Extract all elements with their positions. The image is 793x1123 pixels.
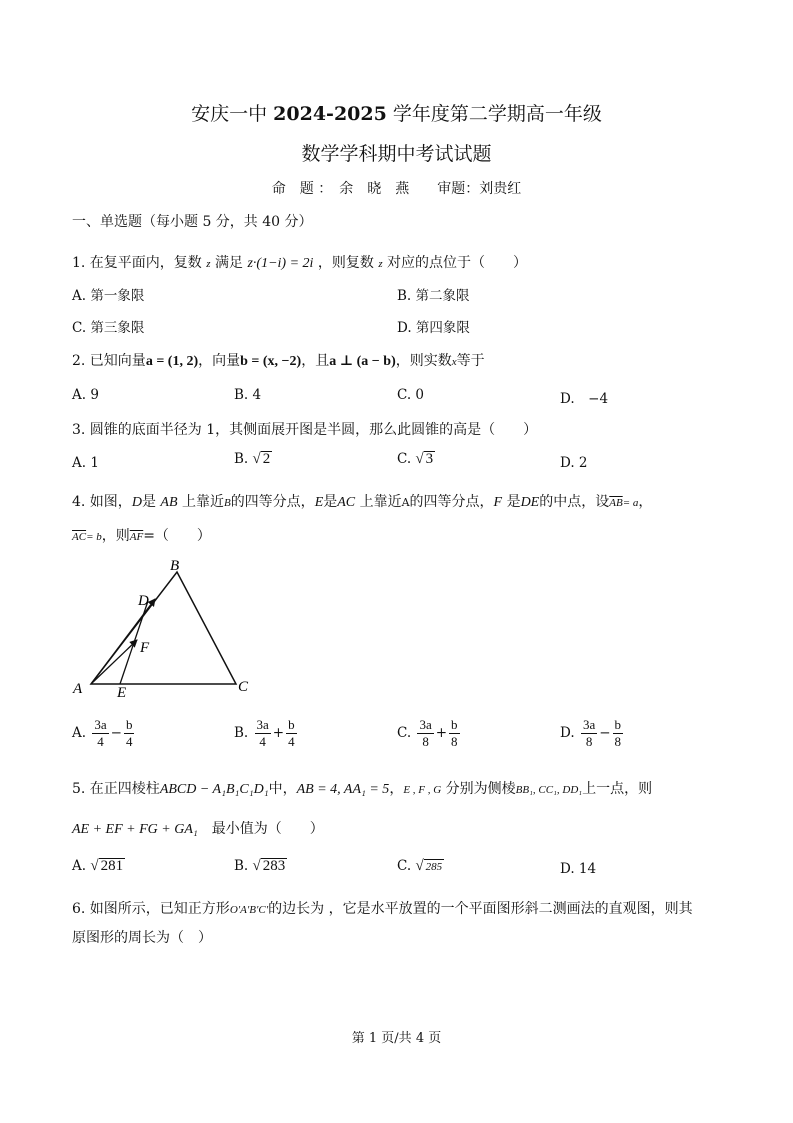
vector-af	[91, 640, 137, 684]
q1-option-c[interactable]: C. 第三象限	[72, 320, 145, 336]
q3-option-b[interactable]: B. √ 2	[234, 451, 271, 467]
label-f: F	[140, 640, 150, 656]
exam-subtitle: 数学学科期中考试试题	[301, 143, 492, 165]
question-4-line2: $\overline{AC}= b$，则$\overline{AF}=$（ ）	[72, 528, 211, 544]
triangle-figure	[70, 555, 270, 700]
q2-vector-b: b = (x, −2)	[240, 354, 302, 369]
q2-option-c[interactable]: C. 0	[397, 387, 425, 403]
label-b: B	[170, 558, 180, 574]
label-e: E	[117, 685, 127, 700]
q6-square: O′A′B′C′	[229, 904, 269, 916]
q4-option-b[interactable]: B. $\frac{3a}{4}$ + $\frac{b}{4}$	[234, 717, 295, 749]
triangle-abc	[91, 572, 236, 684]
q5-option-d[interactable]: D. 14	[560, 861, 597, 877]
q5-option-a[interactable]: A. √ 281	[72, 858, 124, 874]
q2-option-d[interactable]: D. −4	[560, 391, 609, 407]
question-2: 2. 已知向量a = (1, 2)，向量b = (x, −2)，且a ⊥ (a − b)，则实数x等于	[72, 353, 485, 369]
question-6-line2: 原图形的周长为（ ）	[72, 930, 212, 946]
label-c: C	[238, 679, 249, 695]
q3-option-a[interactable]: A. 1	[72, 455, 99, 471]
q3-option-c[interactable]: C. √ 3	[397, 451, 434, 467]
q1-formula: z·(1−i) = 2i	[247, 256, 314, 271]
label-a: A	[73, 681, 83, 697]
q2-vector-a: a = (1, 2)	[145, 354, 199, 369]
q4-option-a[interactable]: A. $\frac{3a}{4}$ − $\frac{b}{4}$	[72, 717, 133, 749]
section-heading: 一、单选题（每小题 5 分，共 40 分）	[72, 214, 313, 230]
q1-option-b[interactable]: B. 第二象限	[397, 288, 470, 304]
q5-condition: AB = 4, AA₁ = 5	[296, 782, 390, 797]
question-3: 3. 圆锥的底面半径为 1，其侧面展开图是半圆，那么此圆锥的高是（ ）	[72, 422, 538, 438]
q5-prism: ABCD − A₁B₁C₁D₁	[159, 782, 269, 797]
q2-option-b[interactable]: B. 4	[234, 387, 262, 403]
q3-option-d[interactable]: D. 2	[560, 455, 588, 471]
q1-option-d[interactable]: D. 第四象限	[397, 320, 470, 336]
question-1: 1. 在复平面内，复数 z 满足 z·(1−i) = 2i ，则复数 z 对应的点位于（ ）	[72, 255, 528, 271]
q5-option-c[interactable]: C. √ 285	[397, 858, 443, 874]
exam-authors: 命 题 ： 余 晓 燕 审题：刘贵红	[271, 181, 522, 197]
q4-option-d[interactable]: D. $\frac{3a}{8}$ − $\frac{b}{8}$	[560, 717, 622, 749]
label-d: D	[138, 593, 149, 609]
q2-condition: a ⊥ (a − b)	[329, 354, 396, 369]
q5-option-b[interactable]: B. √ 283	[234, 858, 286, 874]
title-years: 2024-2025	[273, 103, 387, 125]
question-4-line1: 4. 如图，D是 AB 上靠近B的四等分点，E是AC 上靠近A的四等分点，F 是DE的中点，设$\overline{AB}= a$，	[72, 494, 653, 510]
q5-expression: AE + EF + FG + GA₁	[72, 822, 198, 837]
q1-option-a[interactable]: A. 第一象限	[72, 288, 145, 304]
exam-title: 安庆一中 2024-2025 学年度第二学期高一年级	[191, 103, 602, 125]
q4-option-c[interactable]: C. $\frac{3a}{8}$ + $\frac{b}{8}$	[397, 717, 458, 749]
q2-option-a[interactable]: A. 9	[72, 387, 99, 403]
question-5-line2: AE + EF + FG + GA₁ 最小值为（ ）	[72, 821, 324, 837]
question-5-line1: 5. 在正四棱柱ABCD − A₁B₁C₁D₁中，AB = 4, AA₁ = 5，E , F , G 分别为侧棱BB₁, CC₁, DD₁上一点，则	[72, 781, 653, 797]
question-6-line1: 6. 如图所示，已知正方形O′A′B′C′的边长为 ，它是水平放置的一个平面图形斜二测画法的直观图，则其	[72, 901, 693, 917]
page-number: 第 1 页/共 4 页	[351, 1031, 442, 1046]
